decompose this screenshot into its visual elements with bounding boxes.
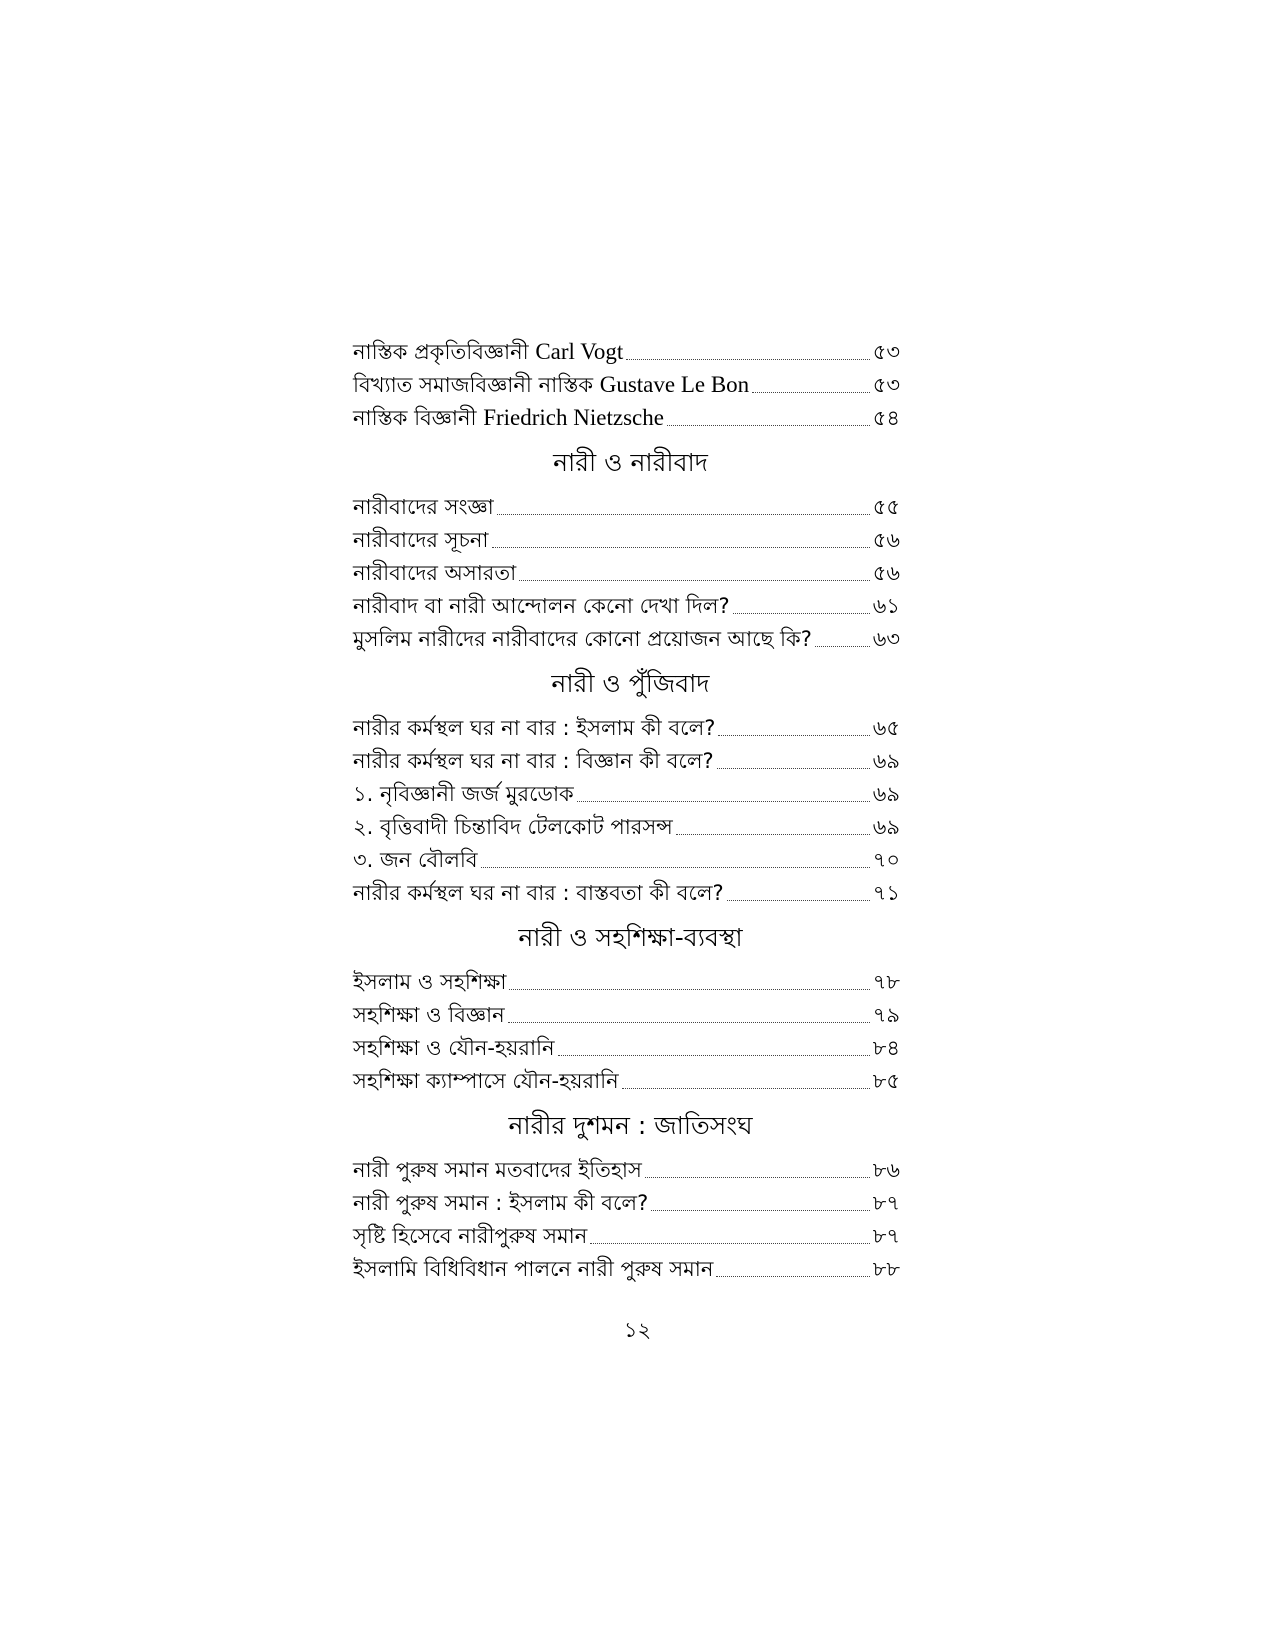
toc-entry-page: ৭১: [872, 881, 900, 905]
dot-leader: [651, 1210, 869, 1211]
table-of-contents: [353, 334, 900, 1284]
toc-entry-title: মুসলিম নারীদের নারীবাদের কোনো প্রয়োজন আছে কি?: [353, 627, 812, 651]
toc-entry-page: ৬৯: [872, 749, 900, 773]
toc-entry-title: সহশিক্ষা ও বিজ্ঞান: [353, 1003, 505, 1027]
toc-entry: [353, 1251, 900, 1284]
toc-entry-title: নারীর কর্মস্থল ঘর না বার : ইসলাম কী বলে?: [353, 716, 716, 740]
section-heading: নারী ও সহশিক্ষা-ব্যবস্থা: [518, 923, 743, 952]
toc-entry-title: ১. নৃবিজ্ঞানী জর্জ মুরডোক: [353, 782, 574, 806]
toc-entry: [353, 400, 900, 433]
dot-leader: [622, 1088, 870, 1089]
toc-entry-page: ৮৮: [872, 1257, 900, 1281]
toc-entry-page: ৫৩: [872, 340, 900, 364]
dot-leader: [497, 514, 870, 515]
dot-leader: [481, 867, 870, 868]
toc-entry-title-bn: নাস্তিক প্রকৃতিবিজ্ঞানী: [353, 340, 536, 364]
toc-entry: [353, 1030, 900, 1063]
toc-entry: [353, 1152, 900, 1185]
toc-entry-page: ৬৩: [872, 627, 900, 651]
toc-entry: [353, 489, 900, 522]
toc-entry-page: ৬৫: [872, 716, 900, 740]
toc-entry-title: নারী পুরুষ সমান : ইসলাম কী বলে?: [353, 1191, 649, 1215]
toc-entry-title: [353, 337, 623, 367]
dot-leader: [717, 768, 870, 769]
toc-entry-title: [353, 370, 749, 400]
toc-entry-title: ইসলাম ও সহশিক্ষা: [353, 970, 507, 994]
toc-entry: [353, 1063, 900, 1096]
toc-entry-page: ৮৪: [872, 1036, 900, 1060]
toc-entry-title: ইসলামি বিধিবিধান পালনে নারী পুরুষ সমান: [353, 1257, 714, 1281]
toc-entry: [353, 555, 900, 588]
dot-leader: [519, 580, 870, 581]
toc-entry-title: সহশিক্ষা ক্যাম্পাসে যৌন-হয়রানি: [353, 1069, 619, 1093]
toc-entry: [353, 1218, 900, 1251]
toc-entry-page: ৮৫: [872, 1069, 900, 1093]
toc-entry: [353, 776, 900, 809]
toc-entry-page: ৬১: [872, 594, 900, 618]
toc-entry-page: ৫৪: [872, 406, 900, 430]
page-number: ১২: [623, 1318, 652, 1342]
toc-entry-title: ২. বৃত্তিবাদী চিন্তাবিদ টেলকোট পারসন্স: [353, 815, 673, 839]
dot-leader: [558, 1055, 870, 1056]
toc-entry-page: ৭০: [872, 848, 900, 872]
toc-entry-title: নারী পুরুষ সমান মতবাদের ইতিহাস: [353, 1158, 642, 1182]
dot-leader: [733, 613, 870, 614]
toc-entry: [353, 334, 900, 367]
toc-entry: [353, 875, 900, 908]
toc-entry: [353, 367, 900, 400]
toc-entry-title-bn: নাস্তিক বিজ্ঞানী: [353, 406, 484, 430]
toc-entry-page: ৬৯: [872, 782, 900, 806]
toc-entry-title-en: Carl Vogt: [535, 339, 624, 364]
toc-entry: [353, 588, 900, 621]
toc-entry: [353, 621, 900, 654]
section-heading: নারীর দুশমন : জাতিসংঘ: [508, 1111, 753, 1140]
toc-entry-title: সহশিক্ষা ও যৌন-হয়রানি: [353, 1036, 555, 1060]
dot-leader: [577, 801, 870, 802]
dot-leader: [492, 547, 870, 548]
toc-entry-page: ৮৭: [872, 1224, 900, 1248]
dot-leader: [509, 989, 869, 990]
toc-entry-title-en: Friedrich Nietzsche: [483, 405, 664, 430]
section-heading: নারী ও নারীবাদ: [553, 448, 708, 477]
toc-entry-page: ৫৬: [872, 561, 900, 585]
toc-entry-page: ৮৬: [872, 1158, 900, 1182]
toc-entry-title: [353, 403, 664, 433]
toc-entry: [353, 809, 900, 842]
toc-entry-title-en: Gustave Le Bon: [599, 372, 750, 397]
dot-leader: [718, 735, 869, 736]
dot-leader: [815, 646, 870, 647]
dot-leader: [676, 834, 870, 835]
toc-entry-page: ৭৯: [872, 1003, 900, 1027]
toc-entry-page: ৫৬: [872, 528, 900, 552]
toc-entry: [353, 964, 900, 997]
toc-entry-title-bn: বিখ্যাত সমাজবিজ্ঞানী নাস্তিক: [353, 373, 600, 397]
dot-leader: [727, 900, 870, 901]
section-heading: নারী ও পুঁজিবাদ: [551, 669, 710, 698]
toc-entry: [353, 997, 900, 1030]
toc-entry-page: ৭৮: [872, 970, 900, 994]
toc-entry-title: সৃষ্টি হিসেবে নারীপুরুষ সমান: [353, 1224, 588, 1248]
toc-entry-title: নারীর কর্মস্থল ঘর না বার : বাস্তবতা কী বলে?: [353, 881, 724, 905]
toc-entry-page: ৬৯: [872, 815, 900, 839]
dot-leader: [626, 359, 869, 360]
toc-entry: [353, 522, 900, 555]
toc-entry-title: নারীবাদের সংজ্ঞা: [353, 495, 494, 519]
dot-leader: [508, 1022, 870, 1023]
dot-leader: [590, 1243, 869, 1244]
dot-leader: [716, 1276, 869, 1277]
toc-entry: [353, 1185, 900, 1218]
dot-leader: [752, 392, 870, 393]
toc-entry-page: ৮৭: [872, 1191, 900, 1215]
toc-entry-title: নারীর কর্মস্থল ঘর না বার : বিজ্ঞান কী বলে?: [353, 749, 714, 773]
dot-leader: [667, 425, 870, 426]
toc-entry-title: নারীবাদের অসারতা: [353, 561, 517, 585]
toc-entry: [353, 842, 900, 875]
dot-leader: [645, 1177, 870, 1178]
toc-entry-page: ৫৫: [872, 495, 900, 519]
toc-entry-title: নারীবাদ বা নারী আন্দোলন কেনো দেখা দিল?: [353, 594, 730, 618]
toc-entry: [353, 710, 900, 743]
toc-entry: [353, 743, 900, 776]
toc-entry-title: ৩. জন বৌলবি: [353, 848, 478, 872]
toc-entry-title: নারীবাদের সূচনা: [353, 528, 489, 552]
toc-entry-page: ৫৩: [872, 373, 900, 397]
